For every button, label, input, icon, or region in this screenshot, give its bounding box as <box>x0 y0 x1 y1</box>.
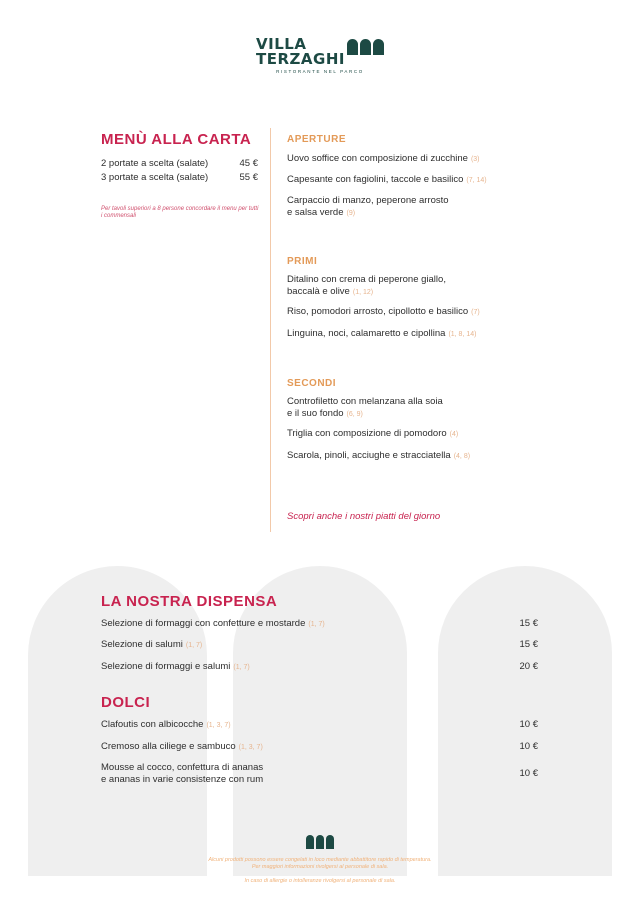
item-allergens: (7) <box>471 309 480 316</box>
menu-item <box>287 153 480 166</box>
carta-title: MENÙ ALLA CARTA <box>101 131 252 148</box>
dolci-title: DOLCI <box>101 694 151 711</box>
menu-item <box>287 396 443 421</box>
row-price: 15 € <box>519 639 538 650</box>
row-name: Selezione di salumi <box>101 639 183 650</box>
row-name-line1: Mousse al cocco, confettura di ananas <box>101 762 264 773</box>
item-allergens: (3) <box>470 156 480 163</box>
logo-arches-icon <box>347 39 384 55</box>
menu-item <box>287 450 470 463</box>
daily-dishes-note: Scopri anche i nostri piatti del giorno <box>287 511 441 522</box>
item-allergens: (9) <box>346 210 356 217</box>
footer-note-2: Per maggiori informazioni rivolgersi al personale di sala. <box>251 864 389 870</box>
row-price: 10 € <box>519 768 538 779</box>
menu-item <box>287 195 449 220</box>
carta-option <box>101 172 258 183</box>
carta-option-label: 2 portate a scelta (salate) <box>101 158 209 169</box>
logo-subtitle: RISTORANTE NEL PARCO <box>276 69 364 74</box>
carta-option-price: 55 € <box>239 172 258 183</box>
carta-note: Per tavoli superiori a 8 persone concordare il menu per tutti i commensali <box>101 206 259 219</box>
item-name-line2: baccalà e olive <box>287 286 350 297</box>
row-price: 10 € <box>519 741 538 752</box>
row-name: Clafoutis con albicocche <box>101 719 204 730</box>
row-allergens: (1, 3, 7) <box>238 744 263 751</box>
item-allergens: (4) <box>449 431 459 438</box>
menu-item <box>287 274 446 299</box>
column-divider <box>270 128 271 532</box>
item-name-line2: e salsa verde <box>287 207 344 218</box>
menu-item <box>287 174 487 187</box>
item-name-line1: Controfiletto con melanzana alla soia <box>287 396 443 407</box>
row-price: 15 € <box>519 618 538 629</box>
item-name-line2: e il suo fondo <box>287 408 344 419</box>
dolci-row <box>101 741 538 754</box>
menu-item <box>287 328 476 341</box>
item-name: Linguina, noci, calamaretto e cipollina <box>287 328 446 339</box>
item-name: Scarola, pinoli, acciughe e stracciatella <box>287 450 451 461</box>
dispensa-row <box>101 661 538 674</box>
row-name-line2: e ananas in varie consistenze con rum <box>101 774 264 785</box>
dolci-row <box>101 762 538 786</box>
item-name: Uovo soffice con composizione di zucchine <box>287 153 468 164</box>
item-name: Triglia con composizione di pomodoro <box>287 428 447 439</box>
logo-line1: VILLA <box>256 35 307 53</box>
menu-item <box>287 306 480 319</box>
row-name: Cremoso alla ciliege e sambuco <box>101 741 236 752</box>
footer-arches-icon <box>306 835 334 849</box>
item-name: Riso, pomodori arrosto, cipollotto e basilico <box>287 306 469 317</box>
carta-options <box>101 158 258 186</box>
item-allergens: (1, 8, 14) <box>448 331 477 338</box>
secondi-title: SECONDI <box>287 378 337 389</box>
carta-option-label: 3 portate a scelta (salate) <box>101 172 209 183</box>
logo-line2: TERZAGHI <box>256 50 345 68</box>
row-name: Selezione di formaggi con confetture e mostarde <box>101 618 306 629</box>
dispensa-title: LA NOSTRA DISPENSA <box>101 593 278 610</box>
row-allergens: (1, 7) <box>185 642 203 649</box>
row-allergens: (1, 3, 7) <box>206 722 231 729</box>
dispensa-row <box>101 639 538 652</box>
item-name: Capesante con fagiolini, taccole e basilico <box>287 174 464 185</box>
item-name-line1: Ditalino con crema di peperone giallo, <box>287 274 446 285</box>
carta-option-price: 45 € <box>239 158 258 169</box>
item-allergens: (7, 14) <box>466 177 487 184</box>
logo <box>0 36 640 74</box>
dolci-row <box>101 719 538 732</box>
row-price: 10 € <box>519 719 538 730</box>
dispensa-row <box>101 618 538 631</box>
row-allergens: (1, 7) <box>308 621 325 628</box>
footer-note-3: In caso di allergie o intolleranze rivolgersi al personale di sala. <box>244 878 396 884</box>
item-allergens: (1, 12) <box>352 289 374 296</box>
item-allergens: (6, 9) <box>346 411 363 418</box>
primi-title: PRIMI <box>287 256 318 267</box>
aperture-title: APERTURE <box>287 134 347 145</box>
footer-note-1: Alcuni prodotti possono essere congelati in loco mediante abbattitore rapido di temperatura. <box>208 857 432 863</box>
row-name: Selezione di formaggi e salumi <box>101 661 231 672</box>
row-allergens: (1, 7) <box>233 664 250 671</box>
item-name-line1: Carpaccio di manzo, peperone arrosto <box>287 195 449 206</box>
carta-option <box>101 158 258 169</box>
menu-item <box>287 428 458 441</box>
item-allergens: (4, 8) <box>453 453 471 460</box>
row-price: 20 € <box>519 661 538 672</box>
